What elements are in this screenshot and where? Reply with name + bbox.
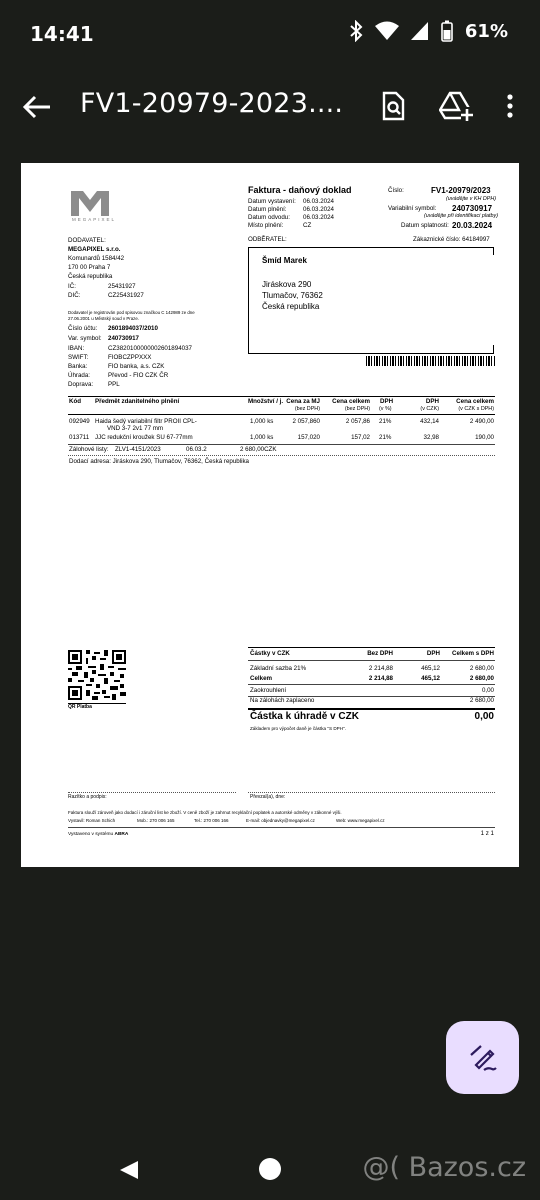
- date-value: 06.03.2024: [303, 214, 334, 221]
- system-name: ABRA: [114, 832, 129, 837]
- summary-row-celkem: 2 680,00: [469, 665, 494, 672]
- registration-note: 27.06.2001 u Městský soud v Praze.: [68, 316, 140, 321]
- supplier-dic: CZ25431927: [108, 292, 144, 299]
- payment-label: Doprava:: [68, 381, 94, 388]
- received-label: Převzal(a), dne:: [250, 794, 286, 800]
- received-line: [248, 792, 495, 793]
- payment-label: IBAN:: [68, 345, 85, 352]
- document-search-icon[interactable]: [377, 90, 409, 122]
- row-nazev-cont: VND 3-7 2v1 77 mm: [107, 425, 164, 432]
- due-date: 20.03.2024: [452, 221, 493, 230]
- system-nav-bar: [0, 1138, 540, 1200]
- summary-thick-line: [248, 708, 495, 710]
- payment-value: FIOBCZPPXXX: [108, 354, 152, 361]
- col-dph: DPH: [425, 398, 439, 405]
- contact-web: Web: www.megapixel.cz: [336, 818, 385, 823]
- row-cena-mj: 157,020: [297, 434, 320, 441]
- zalohove-label: Zálohové listy:: [69, 446, 109, 453]
- stamp-line: [68, 792, 236, 793]
- col-dph-sub: (v CZK): [420, 406, 439, 412]
- zalohove-date: 06.03.2: [186, 446, 207, 453]
- signal-icon: [411, 21, 429, 41]
- rounding-value: 0,00: [481, 687, 494, 694]
- invoice-heading: Faktura - daňový doklad: [248, 185, 352, 195]
- col-cena-mj-sub: (bez DPH): [294, 406, 320, 412]
- customer-box-top: [248, 247, 494, 248]
- customer-box-right: [493, 247, 494, 255]
- nav-back-icon[interactable]: [118, 1160, 140, 1180]
- payment-value: 240730917: [108, 335, 139, 342]
- deposits-value: 2 680,00: [469, 697, 494, 704]
- cislo-note: (uvádějte v KH DPH): [446, 196, 497, 202]
- row-mnozstvi: 1,000 ks: [250, 434, 274, 441]
- status-icons: [349, 20, 508, 42]
- row-dph-pct: 21%: [379, 418, 392, 425]
- supplier-country: Česká republika: [68, 273, 113, 280]
- summary-total-celkem: 2 680,00: [469, 675, 494, 682]
- annotate-fab[interactable]: [446, 1021, 519, 1094]
- col-dph-pct-sub: (v %): [379, 406, 392, 412]
- customer-street: Jiráskova 290: [262, 280, 312, 289]
- payment-label: Var. symbol:: [68, 335, 102, 342]
- table-bottom-line: [68, 444, 495, 445]
- row-cena-celkem: 157,02: [351, 434, 370, 441]
- payment-value: CZ3820100000002601894037: [108, 345, 192, 352]
- row-cena-s-dph: 190,00: [475, 434, 494, 441]
- summary-col-dph: DPH: [426, 650, 440, 657]
- payment-value: FIO banka, a.s. CZK: [108, 363, 165, 370]
- col-kod: Kód: [69, 398, 82, 405]
- row-dph: 432,14: [420, 418, 439, 425]
- battery-percent: 61%: [464, 20, 508, 42]
- row-dph-pct: 21%: [379, 434, 392, 441]
- date-label: Datum vystavení:: [248, 198, 296, 205]
- date-label: Místo plnění:: [248, 222, 284, 229]
- more-vert-icon[interactable]: [500, 90, 520, 122]
- dic-label: DIČ:: [68, 292, 81, 299]
- document-title: FV1-20979-2023....: [80, 88, 344, 119]
- col-predmet: Předmět zdanitelného plnění: [95, 398, 180, 405]
- row-cena-celkem: 2 057,86: [345, 418, 370, 425]
- summary-top-line: [248, 647, 495, 648]
- supplier-name: MEGAPIXEL s.r.o.: [68, 246, 121, 253]
- contact-issuer: Vystavil: Roman Schich: [68, 818, 116, 823]
- summary-col-celkem: Celkem s DPH: [452, 650, 494, 657]
- app-bar: [0, 76, 540, 136]
- bazos-watermark: @( Bazos.cz: [362, 1152, 526, 1183]
- customer-name: Šmíd Marek: [262, 256, 307, 265]
- table-top-line: [68, 396, 495, 397]
- vs-note: (uvádějte při identifikaci platby): [424, 213, 499, 219]
- date-value: 06.03.2024: [303, 206, 334, 213]
- date-value: CZ: [303, 222, 312, 229]
- system-note: [68, 833, 128, 838]
- variable-symbol: 240730917: [452, 204, 493, 213]
- drive-add-icon[interactable]: [439, 90, 473, 122]
- summary-total-bez: 2 214,88: [368, 675, 393, 682]
- col-cena-mj: Cena za MJ: [286, 398, 320, 405]
- summary-total-label: Celkem: [250, 675, 273, 682]
- megapixel-logo: [71, 191, 109, 216]
- odberatel-label: ODBĚRATEL:: [248, 236, 287, 243]
- vs-label: Variabilní symbol:: [388, 205, 437, 212]
- invoice-number: FV1-20979/2023: [431, 186, 491, 195]
- summary-row-bez: 2 214,88: [368, 665, 393, 672]
- page-number: 1 z 1: [480, 830, 494, 837]
- payment-label: Číslo účtu:: [68, 325, 98, 332]
- qr-label: QR Platba: [68, 703, 126, 710]
- zalohove-doc: ZLV1-4151/2023: [115, 446, 161, 453]
- zalohove-amount: 2 680,00CZK: [240, 446, 277, 453]
- row-dph: 32,98: [423, 434, 439, 441]
- rounding-label: Zaokrouhlení: [250, 687, 287, 694]
- col-cena-celkem-sub: (bez DPH): [344, 406, 370, 412]
- date-value: 06.03.2024: [303, 198, 334, 205]
- summary-row-dph: 465,12: [421, 665, 440, 672]
- logo-text: MEGAPIXEL: [72, 217, 117, 222]
- customer-box-left: [248, 247, 249, 353]
- row-kod: 013711: [69, 434, 90, 441]
- qr-code: [68, 650, 126, 700]
- customer-box-right: [493, 345, 494, 353]
- col-mnozstvi: Množství / j.: [248, 398, 284, 405]
- amount-due-label: Částka k úhradě v CZK: [250, 711, 359, 722]
- amount-due-value: 0,00: [474, 711, 494, 722]
- customer-city: Tlumačov, 76362: [262, 291, 323, 300]
- date-label: Datum odvodu:: [248, 214, 290, 221]
- splatnost-label: Datum splatnosti:: [401, 222, 449, 229]
- dodavatel-label: DODAVATEL:: [68, 237, 106, 244]
- supplier-street: Komunardů 1584/42: [68, 255, 125, 262]
- footer-note: Faktura slouží zároveň jako dodací i záruční list ke zboží. V ceně zboží je zahrnut recyklační poplatek a autorské odměny v zákonné výši.: [68, 810, 342, 815]
- stamp-label: Razítko a podpis:: [68, 794, 107, 800]
- row-mnozstvi: 1,000 ks: [250, 418, 274, 425]
- nav-home-button[interactable]: [259, 1158, 281, 1180]
- table-header-line: [68, 414, 495, 415]
- row-kod: 092949: [69, 418, 90, 425]
- ic-label: IČ:: [68, 283, 76, 290]
- summary-col-bez: Bez DPH: [367, 650, 393, 657]
- col-dph-pct: DPH: [380, 398, 394, 405]
- contact-phone: Tel.: 270 006 166: [194, 818, 229, 823]
- invoice-page: [21, 163, 519, 867]
- back-arrow-icon[interactable]: [20, 90, 54, 124]
- customer-box-bottom: [248, 353, 494, 354]
- contact-email: E-mail: objednavky@megapixel.cz: [246, 818, 315, 823]
- tax-base-note: Základem pro výpočet daně je částka "S DPH".: [250, 726, 346, 731]
- cislo-label: Číslo:: [388, 187, 404, 194]
- payment-value: 2601894037/2010: [108, 325, 158, 332]
- date-label: Datum plnění:: [248, 206, 287, 213]
- supplier-ic: 25431927: [108, 283, 136, 290]
- status-bar: [0, 0, 540, 70]
- summary-header-line: [248, 660, 495, 661]
- delivery-address: Dodací adresa: Jiráskova 290, Tlumačov, 76362, Česká republika: [69, 458, 249, 465]
- pen-annotate-icon: [468, 1043, 498, 1073]
- footer-line: [68, 827, 495, 828]
- summary-col-label: Částky v CZK: [250, 650, 290, 657]
- system-label: Vystaveno v systému: [68, 832, 114, 837]
- payment-value: Převod - FIO CZK ČR: [108, 372, 169, 379]
- deposits-label: Na zálohách zaplaceno: [250, 697, 315, 704]
- col-cena-s-dph-sub: (v CZK s DPH): [458, 406, 494, 412]
- payment-label: Banka:: [68, 363, 88, 370]
- summary-total-dph: 465,12: [421, 675, 440, 682]
- row-nazev: JJC redukční kroužek SU 67-77mm: [95, 434, 193, 441]
- customer-country: Česká republika: [262, 302, 320, 311]
- summary-row-label: Základní sazba 21%: [250, 665, 307, 672]
- col-cena-celkem: Cena celkem: [332, 398, 370, 405]
- contact-mobile: Mob.: 270 006 165: [137, 818, 175, 823]
- supplier-city: 170 00 Praha 7: [68, 264, 111, 271]
- summary-line: [248, 684, 495, 685]
- customer-number: Zákaznické číslo: 64184997: [413, 236, 490, 243]
- row-cena-s-dph: 2 490,00: [469, 418, 494, 425]
- payment-value: PPL: [108, 381, 120, 388]
- payment-label: SWIFT:: [68, 354, 89, 361]
- row-nazev: Haida šedý variabilní filtr PROII CPL-: [95, 418, 197, 425]
- col-cena-s-dph: Cena celkem: [456, 398, 494, 405]
- barcode: [366, 356, 495, 366]
- status-time: 14:41: [30, 22, 94, 46]
- battery-icon: [441, 20, 453, 42]
- payment-label: Úhrada:: [68, 372, 91, 379]
- bluetooth-icon: [349, 20, 363, 42]
- zalohove-separator: [68, 455, 495, 456]
- wifi-icon: [375, 21, 399, 41]
- registration-note: Dodavatel je registrován pod spisovou značkou C 142989 ze dne: [68, 310, 195, 315]
- row-cena-mj: 2 057,860: [292, 418, 320, 425]
